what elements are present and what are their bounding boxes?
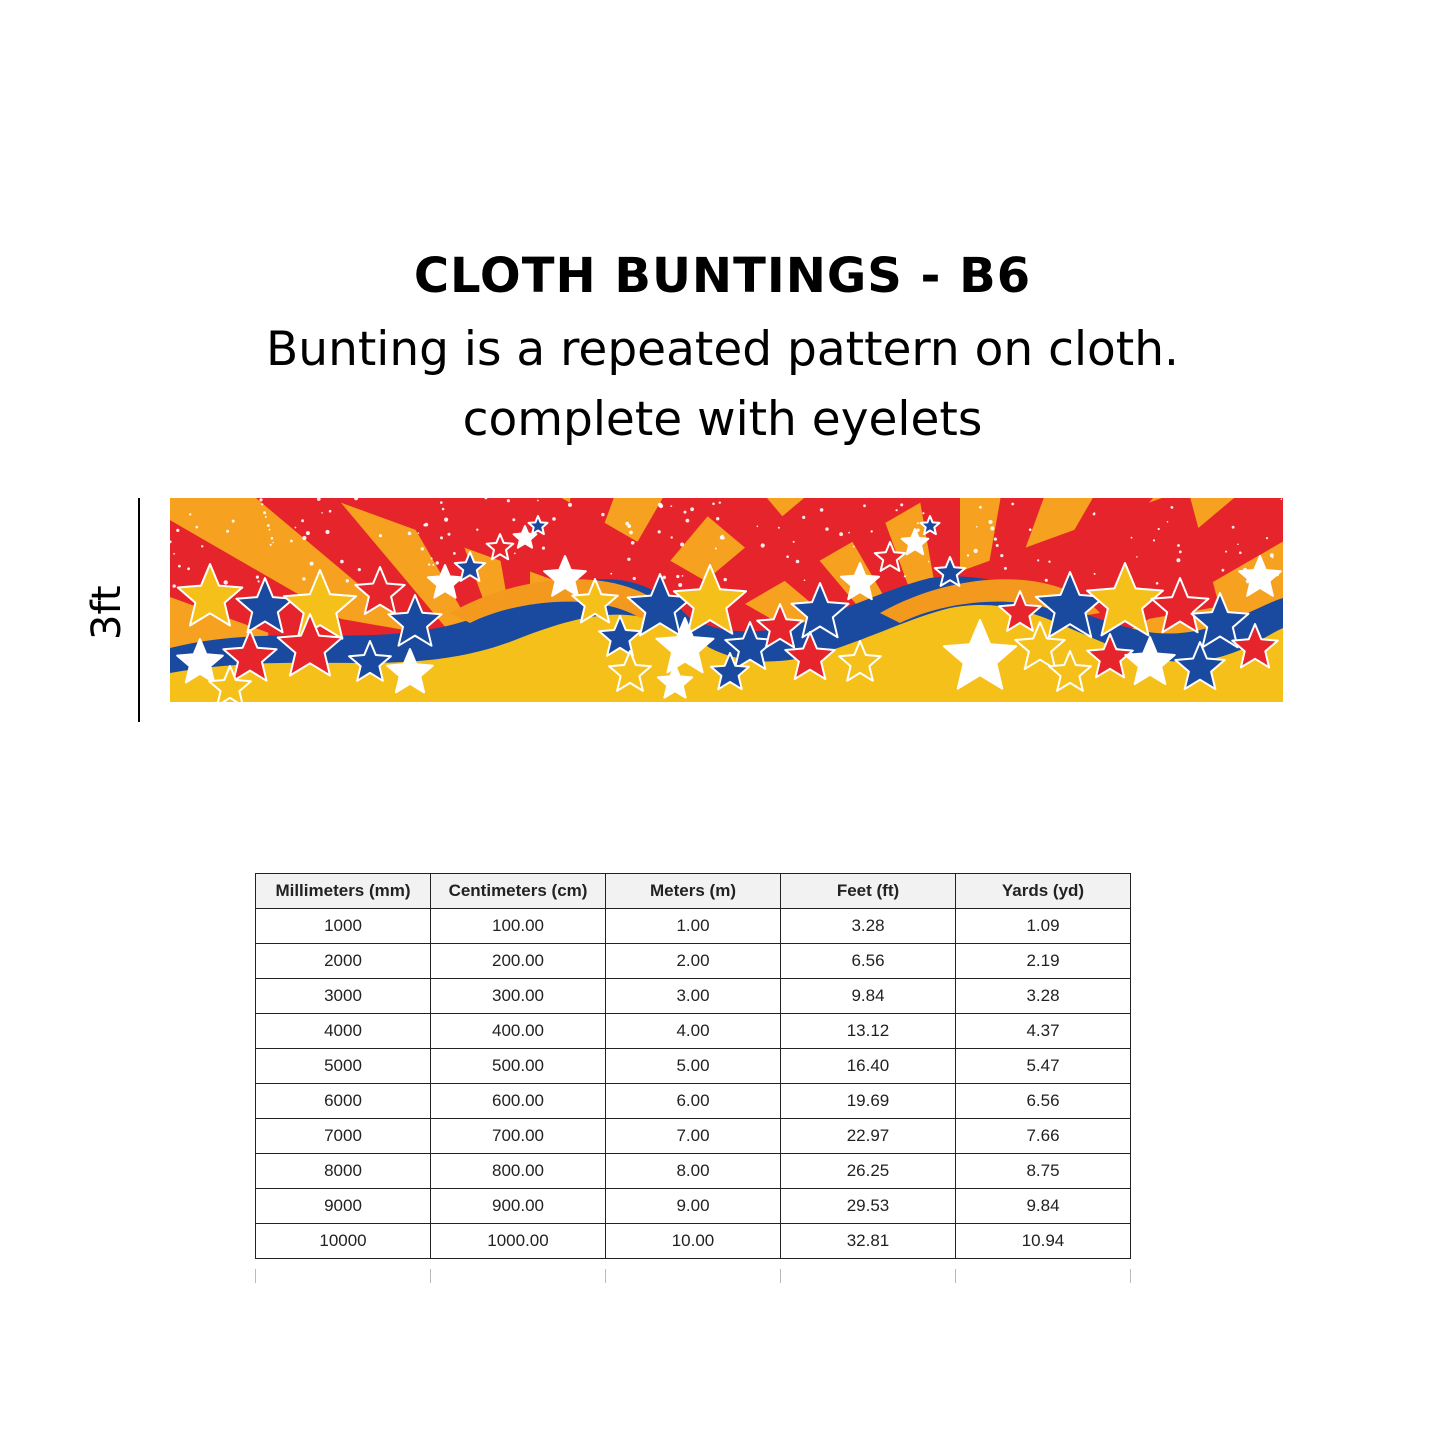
sparkle-dot <box>1281 499 1283 501</box>
table-cell: 1.09 <box>956 909 1131 944</box>
sparkle-dot <box>568 503 572 507</box>
sparkle-dot <box>1222 569 1225 572</box>
sparkle-dot <box>1153 539 1155 541</box>
table-row <box>256 1224 1131 1259</box>
sparkle-dot <box>178 565 181 568</box>
sparkle-dot <box>629 531 633 535</box>
sparkle-dot <box>1271 556 1273 558</box>
sparkle-dot <box>1237 544 1239 546</box>
sparkle-dot <box>922 512 924 514</box>
sparkle-dot <box>552 517 556 521</box>
sparkle-dot <box>261 503 263 505</box>
sparkle-dot <box>778 527 780 529</box>
sparkle-dot <box>444 518 448 522</box>
table-cell: 500.00 <box>431 1049 606 1084</box>
sparkle-dot <box>1225 551 1227 553</box>
table-cell: 29.53 <box>781 1189 956 1224</box>
sparkle-dot <box>176 529 179 532</box>
table-cell: 2.19 <box>956 944 1131 979</box>
sparkle-dot <box>633 577 636 580</box>
sparkle-dot <box>988 520 992 524</box>
sparkle-dot <box>631 541 635 545</box>
table-cell: 7000 <box>256 1119 431 1154</box>
table-cell: 800.00 <box>431 1154 606 1189</box>
table-cell: 9000 <box>256 1189 431 1224</box>
sparkle-dot <box>542 547 545 550</box>
sparkle-dot <box>786 555 789 558</box>
sparkle-dot <box>321 512 323 514</box>
table-cell: 10.00 <box>606 1224 781 1259</box>
table-row <box>256 1154 1131 1189</box>
sparkle-dot <box>173 553 175 555</box>
table-row <box>256 909 1131 944</box>
table-cell: 5.00 <box>606 1049 781 1084</box>
sparkle-dot <box>1176 558 1180 562</box>
table-cell: 1.00 <box>606 909 781 944</box>
table-cell: 5000 <box>256 1049 431 1084</box>
sparkle-dot <box>306 531 310 535</box>
header-yards: Yards (yd) <box>956 874 1131 909</box>
gridline-stub <box>255 1269 256 1283</box>
sparkle-dot <box>1136 556 1138 558</box>
sparkle-dot <box>684 511 687 514</box>
table-cell: 3.00 <box>606 979 781 1014</box>
sparkle-dot <box>1004 567 1007 570</box>
table-cell: 9.84 <box>781 979 956 1014</box>
table-row <box>256 1049 1131 1084</box>
sparkle-dot <box>173 584 176 587</box>
sparkle-dot <box>796 560 800 564</box>
sparkle-dot <box>825 527 828 530</box>
header-feet: Feet (ft) <box>781 874 956 909</box>
sparkle-dot <box>793 541 795 543</box>
page-title: CLOTH BUNTINGS - B6 <box>413 248 1032 304</box>
sparkle-dot <box>440 501 443 504</box>
sparkle-dot <box>428 563 430 565</box>
sparkle-dot <box>1171 506 1174 509</box>
table-cell: 3.28 <box>781 909 956 944</box>
sparkle-dot <box>226 530 229 533</box>
sparkle-dot <box>507 499 510 502</box>
table-cell: 32.81 <box>781 1224 956 1259</box>
sparkle-dot <box>917 522 919 524</box>
sparkle-dot <box>686 519 690 523</box>
table-trailing-gridlines <box>255 1269 1131 1283</box>
table-cell: 6.56 <box>956 1084 1131 1119</box>
sparkle-dot <box>1179 551 1182 554</box>
gridline-stub <box>780 1269 781 1283</box>
sparkle-dot <box>432 564 434 566</box>
sparkle-dot <box>680 543 684 547</box>
height-dimension-line <box>138 498 140 722</box>
sparkle-dot <box>904 575 906 577</box>
table-cell: 6000 <box>256 1084 431 1119</box>
table-cell: 1000.00 <box>431 1224 606 1259</box>
table-cell: 16.40 <box>781 1049 956 1084</box>
sparkle-dot <box>994 538 997 541</box>
sparkle-dot <box>418 532 420 534</box>
sparkle-dot <box>804 579 806 581</box>
table-cell: 19.69 <box>781 1084 956 1119</box>
sparkle-dot <box>682 575 684 577</box>
sparkle-dot <box>1000 554 1003 557</box>
table-cell: 7.66 <box>956 1119 1131 1154</box>
table-row <box>256 944 1131 979</box>
sparkle-dot <box>900 503 903 506</box>
sparkle-dot <box>1093 513 1096 516</box>
sparkle-dot <box>325 530 329 534</box>
table-cell: 1000 <box>256 909 431 944</box>
table-cell: 8.75 <box>956 1154 1131 1189</box>
sparkle-dot <box>476 529 478 531</box>
sparkle-dot <box>678 583 682 587</box>
table-cell: 700.00 <box>431 1119 606 1154</box>
table-cell: 9.84 <box>956 1189 1131 1224</box>
sparkle-dot <box>340 560 344 564</box>
table-cell: 3.28 <box>956 979 1131 1014</box>
table-cell: 26.25 <box>781 1154 956 1189</box>
sparkle-dot <box>224 580 228 584</box>
sparkle-dot <box>967 554 969 556</box>
sparkle-dot <box>310 562 314 566</box>
table-row <box>256 1189 1131 1224</box>
table-cell: 4.37 <box>956 1014 1131 1049</box>
sparkle-dot <box>272 542 274 544</box>
sparkle-dot <box>258 580 260 582</box>
sparkle-dot <box>358 568 361 571</box>
sparkle-dot <box>1037 559 1039 561</box>
sparkle-dot <box>448 533 451 536</box>
sparkle-dot <box>329 510 332 513</box>
sparkle-dot <box>848 532 850 534</box>
sparkle-dot <box>259 498 262 501</box>
table-cell: 7.00 <box>606 1119 781 1154</box>
sparkle-dot <box>1048 561 1050 563</box>
sparkle-dot <box>979 506 982 509</box>
table-cell: 200.00 <box>431 944 606 979</box>
sparkle-dot <box>421 547 424 550</box>
sparkle-dot <box>267 524 270 527</box>
gridline-stub <box>605 1269 606 1283</box>
table-cell: 8000 <box>256 1154 431 1189</box>
sparkle-dot <box>1239 552 1242 555</box>
sparkle-dot <box>601 513 604 516</box>
sparkle-dot <box>379 534 382 537</box>
sparkle-dot <box>302 577 305 580</box>
header-millimeters: Millimeters (mm) <box>256 874 431 909</box>
table-cell: 10.94 <box>956 1224 1131 1259</box>
bunting-pattern-graphic <box>170 498 1283 702</box>
sparkle-dot <box>996 544 999 547</box>
sparkle-dot <box>658 530 661 533</box>
table-cell: 400.00 <box>431 1014 606 1049</box>
table-row <box>256 1119 1131 1154</box>
table-row <box>256 1014 1131 1049</box>
table-cell: 13.12 <box>781 1014 956 1049</box>
header-meters: Meters (m) <box>606 874 781 909</box>
sparkle-dot <box>256 576 259 579</box>
sparkle-dot <box>346 579 349 582</box>
sparkle-dot <box>1266 537 1268 539</box>
sparkle-dot <box>408 532 412 536</box>
sparkle-dot <box>1011 503 1014 506</box>
table-cell: 900.00 <box>431 1189 606 1224</box>
sparkle-dot <box>928 561 930 563</box>
table-cell: 5.47 <box>956 1049 1131 1084</box>
sparkle-dot <box>431 558 433 560</box>
sparkle-dot <box>263 511 266 514</box>
sparkle-dot <box>1232 526 1235 529</box>
sparkle-dot <box>802 516 805 519</box>
sparkle-dot <box>1177 544 1180 547</box>
sparkle-dot <box>271 537 274 540</box>
table-cell: 6.56 <box>781 944 956 979</box>
table-cell: 6.00 <box>606 1084 781 1119</box>
sparkle-dot <box>232 520 235 523</box>
table-header-row <box>256 874 1131 909</box>
table-cell: 4000 <box>256 1014 431 1049</box>
table-cell: 100.00 <box>431 909 606 944</box>
sparkle-dot <box>301 519 304 522</box>
sparkle-dot <box>976 526 978 528</box>
sparkle-dot <box>270 544 272 546</box>
gridline-stub <box>1130 1269 1131 1283</box>
sparkle-dot <box>715 548 717 550</box>
sparkle-dot <box>839 532 843 536</box>
sparkle-dot <box>670 505 672 507</box>
sparkle-dot <box>671 536 673 538</box>
sparkle-dot <box>269 529 271 531</box>
unit-conversion-table <box>255 873 1131 1259</box>
sparkle-dot <box>658 503 662 507</box>
sparkle-dot <box>896 509 898 511</box>
height-dimension-label: 3ft <box>84 585 130 640</box>
sparkle-dot <box>627 558 630 561</box>
sparkle-dot <box>290 540 293 543</box>
sparkle-dot <box>871 530 873 532</box>
sparkle-dot <box>440 536 443 539</box>
table-cell: 4.00 <box>606 1014 781 1049</box>
sparkle-dot <box>676 575 679 578</box>
sparkle-dot <box>436 561 439 564</box>
sparkle-dot <box>537 500 539 502</box>
table-row <box>256 979 1131 1014</box>
sparkle-dot <box>974 549 978 553</box>
table-cell: 2.00 <box>606 944 781 979</box>
sparkle-dot <box>201 545 203 547</box>
sparkle-dot <box>1156 582 1159 585</box>
sparkle-dot <box>1167 521 1169 523</box>
gridline-stub <box>955 1269 956 1283</box>
table-cell: 300.00 <box>431 979 606 1014</box>
header-centimeters: Centimeters (cm) <box>431 874 606 909</box>
sparkle-dot <box>453 552 456 555</box>
sparkle-dot <box>820 508 824 512</box>
bunting-banner-image <box>170 498 1283 702</box>
sparkle-dot <box>990 526 994 530</box>
table-cell: 8.00 <box>606 1154 781 1189</box>
conversion-table-container <box>255 873 1131 1259</box>
table-cell: 2000 <box>256 944 431 979</box>
sparkle-dot <box>423 524 426 527</box>
sparkle-dot <box>442 508 445 511</box>
table-cell: 9.00 <box>606 1189 781 1224</box>
gridline-stub <box>430 1269 431 1283</box>
sparkle-dot <box>1029 528 1032 531</box>
sparkle-dot <box>690 507 694 511</box>
table-cell: 3000 <box>256 979 431 1014</box>
sparkle-dot <box>1158 528 1160 530</box>
sparkle-dot <box>853 546 855 548</box>
sparkle-dot <box>1131 537 1133 539</box>
sparkle-dot <box>189 513 191 515</box>
sparkle-dot <box>863 504 866 507</box>
sparkle-dot <box>716 517 719 520</box>
sparkle-dot <box>722 536 725 539</box>
sparkle-dot <box>265 516 267 518</box>
table-cell: 600.00 <box>431 1084 606 1119</box>
sparkle-dot <box>1094 573 1096 575</box>
sparkle-dot <box>724 578 727 581</box>
sparkle-dot <box>761 543 765 547</box>
sparkle-dot <box>719 502 721 504</box>
sparkle-dot <box>196 526 199 529</box>
table-row <box>256 1084 1131 1119</box>
sparkle-dot <box>187 567 190 570</box>
sparkle-dot <box>295 527 297 529</box>
sparkle-dot <box>757 526 759 528</box>
sparkle-dot <box>1045 579 1048 582</box>
sparkle-dot <box>514 553 516 555</box>
sparkle-dot <box>610 573 612 575</box>
subtitle-line-2: complete with eyelets <box>462 392 983 447</box>
subtitle-line-1: Bunting is a repeated pattern on cloth. <box>266 322 1179 377</box>
sparkle-dot <box>627 524 631 528</box>
table-cell: 10000 <box>256 1224 431 1259</box>
sparkle-dot <box>712 503 715 506</box>
table-cell: 22.97 <box>781 1119 956 1154</box>
sparkle-dot <box>512 518 515 521</box>
sparkle-dot <box>302 536 306 540</box>
